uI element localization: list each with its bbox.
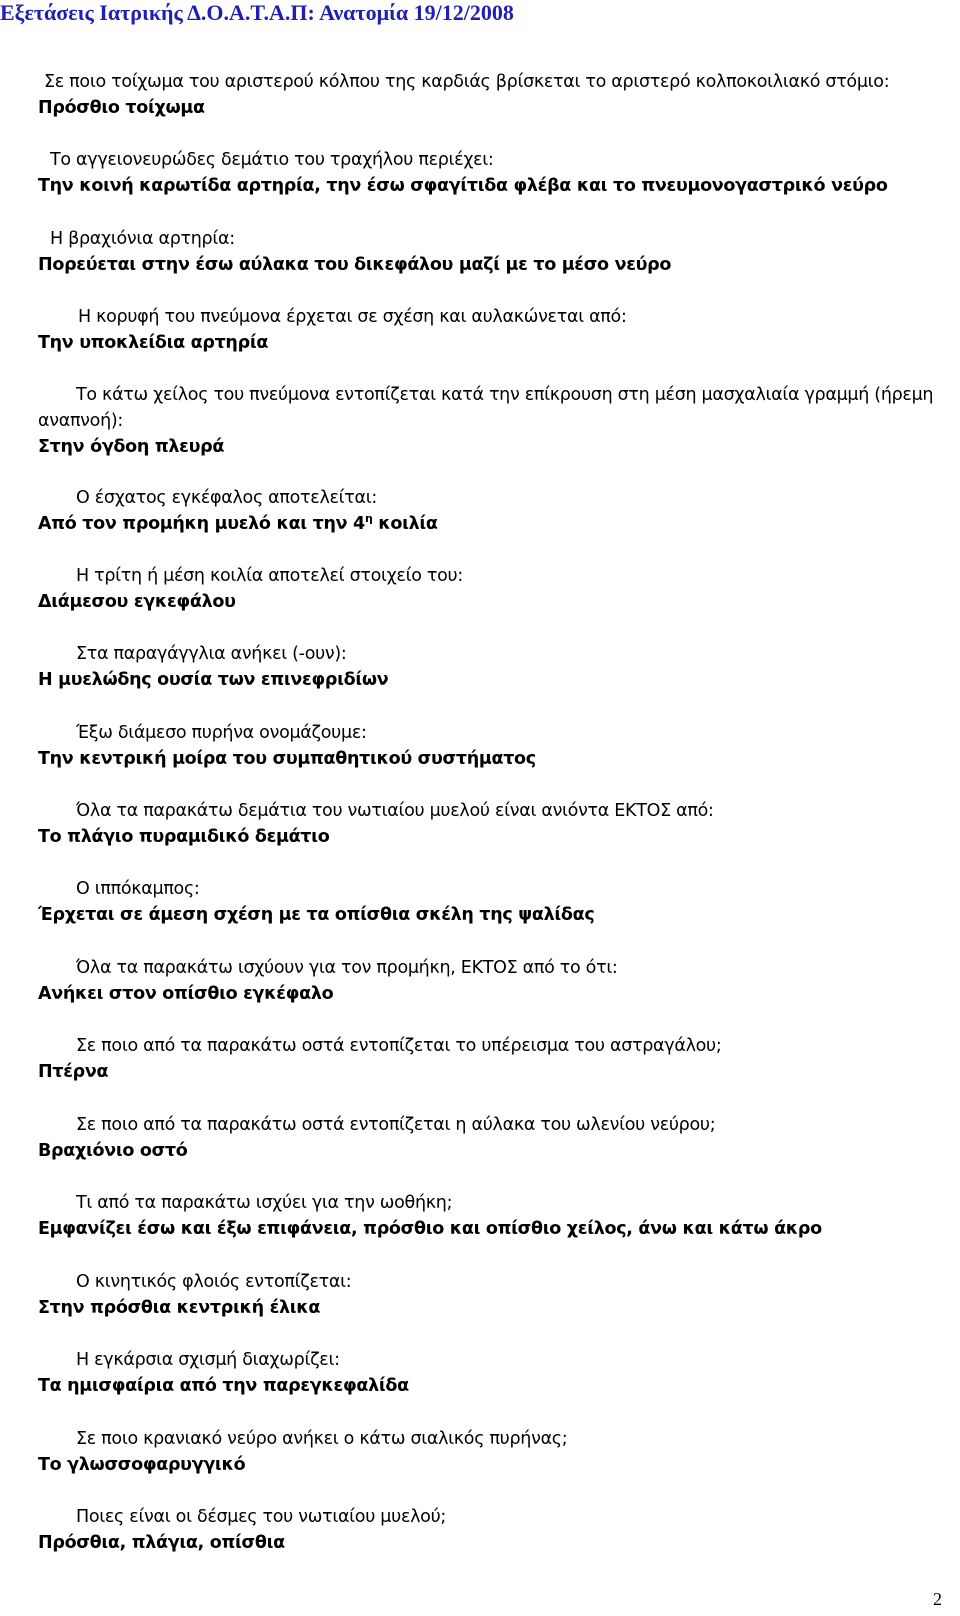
answer-text: Πορεύεται στην έσω αύλακα του δικεφάλου μαζί με το μέσο νεύρο <box>38 255 672 275</box>
qa-item-8 <box>38 641 958 693</box>
qa-item-7 <box>38 563 958 615</box>
qa-item-6 <box>38 485 958 537</box>
question-text: Σε ποιο από τα παρακάτω οστά εντοπίζεται το υπέρεισμα του αστραγάλου; <box>76 1036 722 1056</box>
answer-text: Την κοινή καρωτίδα αρτηρία, την έσω σφαγίτιδα φλέβα και το πνευμονογαστρικό νεύρο <box>38 176 888 196</box>
qa-item-9 <box>38 720 958 772</box>
question-text: Η τρίτη ή μέση κοιλία αποτελεί στοιχείο του: <box>76 566 463 586</box>
question-text: Σε ποιο από τα παρακάτω οστά εντοπίζεται η αύλακα του ωλενίου νεύρου; <box>76 1115 716 1135</box>
qa-item-12 <box>38 955 958 1007</box>
question-text: Το αγγειονευρώδες δεμάτιο του τραχήλου περιέχει: <box>50 150 494 170</box>
qa-item-15 <box>38 1190 958 1242</box>
answer-text: Το πλάγιο πυραμιδικό δεμάτιο <box>38 827 330 847</box>
answer-text: Εμφανίζει έσω και έξω επιφάνεια, πρόσθιο και οπίσθιο χείλος, άνω και κάτω άκρο <box>38 1219 822 1239</box>
qa-item-1 <box>38 69 958 121</box>
answer-text: Έρχεται σε άμεση σχέση με τα οπίσθια σκέλη της ψαλίδας <box>38 905 595 925</box>
question-text: Σε ποιο τοίχωμα του αριστερού κόλπου της καρδιάς βρίσκεται το αριστερό κολποκοιλιακό στόμιο: <box>44 72 890 92</box>
question-text-line2: αναπνοή): <box>38 411 123 431</box>
qa-item-17 <box>38 1347 958 1399</box>
qa-item-13 <box>38 1033 958 1085</box>
answer-text: Ανήκει στον οπίσθιο εγκέφαλο <box>38 984 334 1004</box>
answer-text-tail: κοιλία <box>372 514 438 534</box>
question-text: Η κορυφή του πνεύμονα έρχεται σε σχέση και αυλακώνεται από: <box>78 307 627 327</box>
qa-item-4 <box>38 304 958 356</box>
answer-text <box>38 511 958 537</box>
answer-text: Την υποκλείδια αρτηρία <box>38 333 269 353</box>
question-text: Όλα τα παρακάτω ισχύουν για τον προμήκη, ΕΚΤΟΣ από το ότι: <box>76 958 618 978</box>
answer-text: Διάμεσου εγκεφάλου <box>38 592 236 612</box>
qa-item-2 <box>38 147 958 199</box>
question-text: Ο έσχατος εγκέφαλος αποτελείται: <box>76 488 377 508</box>
answer-text: Το γλωσσοφαρυγγικό <box>38 1455 246 1475</box>
question-text: Όλα τα παρακάτω δεμάτια του νωτιαίου μυελού είναι ανιόντα ΕΚΤΟΣ από: <box>76 801 714 821</box>
answer-text: Στην όγδοη πλευρά <box>38 437 225 457</box>
answer-text: Βραχιόνιο οστό <box>38 1141 188 1161</box>
question-text: Σε ποιο κρανιακό νεύρο ανήκει ο κάτω σιαλικός πυρήνας; <box>76 1429 568 1449</box>
question-text-line1: Το κάτω χείλος του πνεύμονα εντοπίζεται κατά την επίκρουση στη μέση μασχαλιαία γραμμή (ήρεμη <box>76 385 934 405</box>
question-text: Η βραχιόνια αρτηρία: <box>50 229 235 249</box>
qa-item-16 <box>38 1269 958 1321</box>
document-title: Εξετάσεις Ιατρικής Δ.Ο.Α.Τ.Α.Π: Ανατομία 19/12/2008 <box>0 0 514 25</box>
answer-text: Τα ημισφαίρια από την παρεγκεφαλίδα <box>38 1376 409 1396</box>
question-text: Ποιες είναι οι δέσμες του νωτιαίου μυελού; <box>76 1507 447 1527</box>
question-text: Η εγκάρσια σχισμή διαχωρίζει: <box>76 1350 340 1370</box>
answer-text: Πρόσθιο τοίχωμα <box>38 98 205 118</box>
question-text: Τι από τα παρακάτω ισχύει για την ωοθήκη; <box>76 1193 453 1213</box>
answer-superscript: η <box>364 512 373 526</box>
question-text: Ο κινητικός φλοιός εντοπίζεται: <box>76 1272 352 1292</box>
question-text: Στα παραγάγγλια ανήκει (-ουν): <box>76 644 347 664</box>
qa-item-3 <box>38 226 958 278</box>
qa-item-11 <box>38 876 958 928</box>
question-text: Έξω διάμεσο πυρήνα ονομάζουμε: <box>76 723 367 743</box>
qa-item-14 <box>38 1112 958 1164</box>
qa-item-18 <box>38 1426 958 1478</box>
answer-text: Πτέρνα <box>38 1062 109 1082</box>
answer-text: Στην πρόσθια κεντρική έλικα <box>38 1298 321 1318</box>
answer-text: Την κεντρική μοίρα του συμπαθητικού συστήματος <box>38 749 536 769</box>
answer-text-main: Από τον προμήκη μυελό και την 4 <box>38 514 365 534</box>
question-text: Ο ιππόκαμπος: <box>76 879 200 899</box>
page-number: 2 <box>933 1589 942 1609</box>
qa-item-5 <box>38 382 958 460</box>
answer-text: Η μυελώδης ουσία των επινεφριδίων <box>38 670 389 690</box>
qa-item-19 <box>38 1504 958 1556</box>
qa-item-10 <box>38 798 958 850</box>
answer-text: Πρόσθια, πλάγια, οπίσθια <box>38 1533 285 1553</box>
